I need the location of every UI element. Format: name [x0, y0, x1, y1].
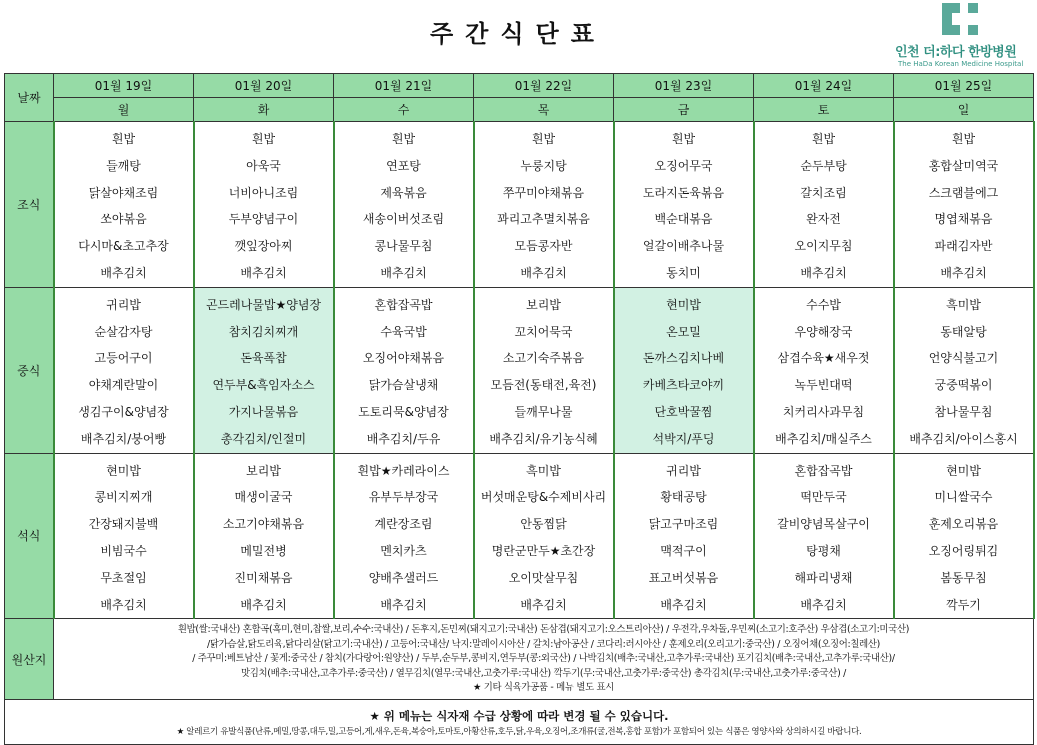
menu-item: 보리밥	[526, 297, 561, 312]
menu-item: 새송이버섯조림	[362, 212, 445, 227]
menu-item: 닭가슴살냉채	[368, 378, 439, 393]
menu-item: 명란군만두★초간장	[491, 543, 596, 558]
menu-item: 보리밥	[246, 463, 281, 478]
menu-item: 귀리밥	[106, 297, 141, 312]
menu-item: 떡만두국	[800, 490, 847, 505]
menu-item: 생김구이&양념장	[78, 404, 169, 419]
menu-item: 황태공탕	[660, 490, 707, 505]
menu-item: 현미밥	[666, 297, 701, 312]
menu-item: 아욱국	[246, 158, 281, 173]
menu-item: 계란장조림	[374, 517, 433, 532]
breakfast-menu-cell	[894, 122, 1034, 288]
menu-item: 들깨무나물	[514, 404, 573, 419]
menu-item: 누룽지탕	[520, 158, 567, 173]
menu-item: 소고기숙주볶음	[502, 351, 585, 366]
page-title: 주간식단표	[430, 20, 606, 48]
origin-line: 맛김치(배추:국내산,고추가루:중국산) / 열무김치(열무:국내산,고춧가루:국내산) 깍두기(무:국내산,고춧가루:중국산) 총각김치(무:국내산,고춧가루:중국산) /	[241, 667, 846, 679]
menu-list	[55, 454, 193, 619]
menu-item: 배추김치	[380, 265, 427, 280]
logo-subtitle: The HaDa Korean Medicine Hospital	[898, 60, 1024, 68]
weekday-cell: 금	[614, 98, 754, 122]
origin-line: /닭가슴살,닭도리육,닭다리살(닭고기:국내산) / 고등어:국내산/ 낙지:말레이시아산 / 갈치:남아공산 / 코다리:러시아산 / 훈제오리(오리고기:중국산) / 오징어채(오징어:칠레산)	[207, 638, 880, 650]
menu-item: 배추김치/아이스홍시	[909, 431, 1018, 446]
menu-item: 비빔국수	[100, 543, 147, 558]
menu-item: 미니쌀국수	[934, 490, 993, 505]
menu-item: 스크램블에그	[928, 185, 999, 200]
menu-item: 콩비지찌개	[94, 490, 153, 505]
menu-item: 쭈꾸미야채볶음	[502, 185, 585, 200]
menu-item: 녹두빈대떡	[794, 378, 853, 393]
menu-list	[615, 122, 753, 287]
allergy-notice: ★ 알레르기 유발식품(난류,메밀,땅콩,대두,밀,고등어,게,새우,돈육,복숭아,토마토,아황산류,호두,닭,우육,오징어,조개류(굴,전복,홍합 포함)가 포함되어 있는 식품은 영양사와 상의하시길 바랍니다.	[176, 727, 862, 738]
menu-list	[895, 122, 1033, 287]
menu-item: 배추김치	[380, 597, 427, 612]
menu-item: 오징어야채볶음	[362, 351, 445, 366]
weekday-row	[5, 98, 1034, 122]
menu-item: 배추김치/두유	[366, 431, 441, 446]
menu-item: 배추김치	[800, 597, 847, 612]
breakfast-row	[5, 122, 1034, 288]
menu-item: 깻잎장아찌	[234, 239, 293, 254]
menu-item: 유부두부장국	[368, 490, 439, 505]
menu-list	[335, 288, 473, 453]
menu-item: 무초절임	[100, 570, 147, 585]
menu-item: 혼합잡곡밥	[374, 297, 433, 312]
menu-item: 곤드레나물밥★양념장	[205, 297, 322, 312]
menu-item: 삼겹수육★새우젓	[777, 351, 870, 366]
menu-item: 매생이굴국	[234, 490, 293, 505]
menu-item: 꽈리고추멸치볶음	[497, 212, 590, 227]
date-cell: 01월 25일	[894, 74, 1034, 98]
menu-item: 배추김치	[100, 265, 147, 280]
menu-item: 메밀전병	[240, 543, 287, 558]
date-label: 날짜	[5, 74, 54, 122]
menu-item: 진미채볶음	[234, 570, 293, 585]
menu-list	[895, 454, 1033, 619]
menu-item: 쏘야볶음	[100, 212, 147, 227]
lunch-label: 중식	[5, 287, 54, 453]
menu-item: 깍두기	[946, 597, 981, 612]
menu-item: 배추김치	[800, 265, 847, 280]
breakfast-menu-cell	[54, 122, 194, 288]
menu-item: 총각김치/인절미	[220, 431, 307, 446]
menu-item: 갈치조림	[800, 185, 847, 200]
menu-item: 양배추샐러드	[368, 570, 439, 585]
lunch-menu-cell	[194, 287, 334, 453]
menu-item: 배추김치/붕어빵	[80, 431, 167, 446]
menu-item: 꼬치어묵국	[514, 324, 573, 339]
hospital-logo	[892, 3, 1032, 71]
menu-item: 현미밥	[946, 463, 981, 478]
weekday-cell: 목	[474, 98, 614, 122]
menu-list	[755, 288, 893, 453]
menu-item: 오징어무국	[654, 158, 713, 173]
menu-item: 수육국밥	[380, 324, 427, 339]
breakfast-menu-cell	[754, 122, 894, 288]
breakfast-menu-cell	[474, 122, 614, 288]
menu-list	[335, 454, 473, 619]
origin-label: 원산지	[5, 619, 54, 700]
menu-item: 연포탕	[386, 158, 421, 173]
menu-list	[195, 288, 333, 453]
menu-item: 닭살야채조림	[88, 185, 159, 200]
menu-item: 소고기야채볶음	[222, 517, 305, 532]
notice	[5, 700, 1034, 745]
menu-item: 제육볶음	[380, 185, 427, 200]
breakfast-menu-cell	[194, 122, 334, 288]
menu-item: 돈까스김치나베	[642, 351, 725, 366]
menu-item: 배추김치/매실주스	[775, 431, 872, 446]
menu-item: 배추김치/유기농식혜	[489, 431, 598, 446]
menu-item: 순두부탕	[800, 158, 847, 173]
menu-item: 닭고구마조림	[648, 517, 719, 532]
menu-item: 완자전	[806, 212, 841, 227]
menu-item: 치커리사과무침	[782, 404, 865, 419]
menu-item: 오징어링튀김	[928, 543, 999, 558]
menu-item: 흑미밥	[526, 463, 561, 478]
menu-list	[195, 454, 333, 619]
menu-item: 배추김치	[940, 265, 987, 280]
menu-list	[615, 288, 753, 453]
dinner-menu-cell	[334, 453, 474, 619]
menu-item: 흰밥	[811, 132, 836, 146]
menu-item: 수수밥	[806, 297, 841, 312]
lunch-menu-cell	[474, 287, 614, 453]
dinner-label: 석식	[5, 453, 54, 619]
menu-item: 얼갈이배추나물	[642, 239, 725, 254]
menu-list	[475, 454, 613, 619]
menu-item: 버섯매운탕&수제비사리	[480, 490, 607, 505]
menu-item: 파래김자반	[934, 239, 993, 254]
notice-row	[5, 700, 1034, 745]
weekday-cell: 월	[54, 98, 194, 122]
menu-item: 콩나물무침	[374, 239, 433, 254]
menu-item: 흰밥★카레라이스	[357, 463, 450, 478]
lunch-menu-cell	[754, 287, 894, 453]
menu-item: 훈제오리볶음	[928, 517, 999, 532]
menu-list	[755, 122, 893, 287]
weekly-menu-table	[4, 73, 1035, 745]
menu-item: 흰밥	[251, 132, 276, 146]
menu-item: 배추김치	[520, 265, 567, 280]
origin-row	[5, 619, 1034, 700]
menu-item: 너비아니조림	[228, 185, 299, 200]
menu-item: 백순대볶음	[654, 212, 713, 227]
menu-item: 혼합잡곡밥	[794, 463, 853, 478]
origin-info	[54, 619, 1034, 700]
menu-item: 배추김치	[240, 597, 287, 612]
weekday-cell: 토	[754, 98, 894, 122]
menu-item: 모듬전(동태전,육전)	[490, 378, 597, 393]
dinner-menu-cell	[754, 453, 894, 619]
menu-item: 우양해장국	[794, 324, 853, 339]
menu-item: 흰밥	[531, 132, 556, 146]
menu-item: 봄동무침	[940, 570, 987, 585]
menu-item: 언양식불고기	[928, 351, 999, 366]
menu-item: 순살감자탕	[94, 324, 153, 339]
origin-line: 흰밥(쌀:국내산) 혼합곡(흑미,현미,찹쌀,보리,수수:국내산) / 돈후지,돈민찌(돼지고기:국내산) 돈삼겹(돼지고기:오스트리아산) / 우전각,우차돌,우민찌(소고기:호주산) 우삼겹(소고기:미국산)	[177, 624, 910, 636]
menu-item: 명엽채볶음	[934, 212, 993, 227]
menu-item: 흰밥	[111, 132, 136, 146]
menu-item: 석박지/푸딩	[652, 431, 715, 446]
menu-list	[475, 122, 613, 287]
menu-item: 홍합살미역국	[928, 158, 999, 173]
menu-item: 흑미밥	[946, 297, 981, 312]
origin-line: / 주꾸미:베트남산 / 꽃게:중국산 / 참치(가다랑어:원양산) / 두부,순두부,콩비지,연두부(콩:외국산) / 나박김치(배추:국내산,고추가루:국내산) 포기김치(배추:국내산,고추가루:국내산)/	[192, 653, 895, 665]
menu-item: 멘치카츠	[380, 543, 427, 558]
menu-item: 배추김치	[520, 597, 567, 612]
menu-list	[55, 122, 193, 287]
date-cell: 01월 19일	[54, 74, 194, 98]
lunch-menu-cell	[334, 287, 474, 453]
dinner-row	[5, 453, 1034, 619]
menu-list	[615, 454, 753, 619]
menu-item: 안동찜닭	[520, 517, 567, 532]
menu-item: 두부양념구이	[228, 212, 299, 227]
menu-item: 귀리밥	[666, 463, 701, 478]
breakfast-menu-cell	[614, 122, 754, 288]
menu-item: 가지나물볶음	[228, 404, 299, 419]
menu-item: 탕평채	[806, 543, 841, 558]
menu-item: 돈육폭찹	[240, 351, 287, 366]
menu-item: 표고버섯볶음	[648, 570, 719, 585]
date-cell: 01월 24일	[754, 74, 894, 98]
lunch-menu-cell	[614, 287, 754, 453]
menu-item: 동태알탕	[940, 324, 987, 339]
lunch-menu-cell	[54, 287, 194, 453]
menu-item: 오이지무침	[794, 239, 853, 254]
origin-line: ★ 기타 식육가공품 - 메뉴 별도 표시	[472, 682, 615, 694]
logo-name: 인천 더:하다 한방병원	[895, 45, 1017, 60]
menu-item: 현미밥	[106, 463, 141, 478]
menu-item: 연두부&흑임자소스	[212, 378, 315, 393]
lunch-row	[5, 287, 1034, 453]
dinner-menu-cell	[54, 453, 194, 619]
header	[0, 0, 1037, 72]
hospital-logo-icon	[942, 3, 978, 35]
menu-item: 모듬콩자반	[514, 239, 573, 254]
menu-item: 동치미	[666, 265, 701, 280]
menu-item: 갈비양념목살구이	[777, 517, 870, 532]
menu-item: 들깨탕	[106, 158, 141, 173]
lunch-menu-cell	[894, 287, 1034, 453]
breakfast-menu-cell	[334, 122, 474, 288]
dinner-menu-cell	[614, 453, 754, 619]
weekday-cell: 수	[334, 98, 474, 122]
menu-item: 온모밀	[666, 324, 701, 339]
menu-item: 배추김치	[240, 265, 287, 280]
menu-list	[55, 288, 193, 453]
menu-item: 고등어구이	[94, 351, 153, 366]
menu-item: 단호박꿀찜	[654, 404, 713, 419]
menu-item: 배추김치	[660, 597, 707, 612]
menu-list	[895, 288, 1033, 453]
menu-item: 간장돼지불백	[88, 517, 159, 532]
menu-item: 오이맛살무침	[508, 570, 579, 585]
menu-item: 흰밥	[671, 132, 696, 146]
menu-item: 흰밥	[951, 132, 976, 146]
menu-item: 야채계란말이	[88, 378, 159, 393]
menu-item: 해파리냉채	[794, 570, 853, 585]
dinner-menu-cell	[894, 453, 1034, 619]
menu-item: 흰밥	[391, 132, 416, 146]
menu-item: 참나물무침	[934, 404, 993, 419]
date-cell: 01월 22일	[474, 74, 614, 98]
menu-item: 다시마&초고추장	[78, 239, 169, 254]
menu-item: 카베츠타코야끼	[642, 378, 725, 393]
dinner-menu-cell	[474, 453, 614, 619]
date-row	[5, 74, 1034, 98]
menu-item: 참치김치찌개	[228, 324, 299, 339]
date-cell: 01월 20일	[194, 74, 334, 98]
menu-item: 배추김치	[100, 597, 147, 612]
date-cell: 01월 23일	[614, 74, 754, 98]
menu-item: 맥적구이	[660, 543, 707, 558]
menu-list	[755, 454, 893, 619]
menu-list	[335, 122, 473, 287]
menu-list	[195, 122, 333, 287]
menu-item: 도토리묵&양념장	[358, 404, 449, 419]
weekday-cell: 화	[194, 98, 334, 122]
date-cell: 01월 21일	[334, 74, 474, 98]
breakfast-label: 조식	[5, 122, 54, 288]
dinner-menu-cell	[194, 453, 334, 619]
menu-item: 도라지돈육볶음	[642, 185, 725, 200]
menu-item: 궁중떡볶이	[934, 378, 993, 393]
weekday-cell: 일	[894, 98, 1034, 122]
notice-main: ★ 위 메뉴는 식자재 수급 상황에 따라 변경 될 수 있습니다.	[369, 709, 669, 724]
menu-list	[475, 288, 613, 453]
